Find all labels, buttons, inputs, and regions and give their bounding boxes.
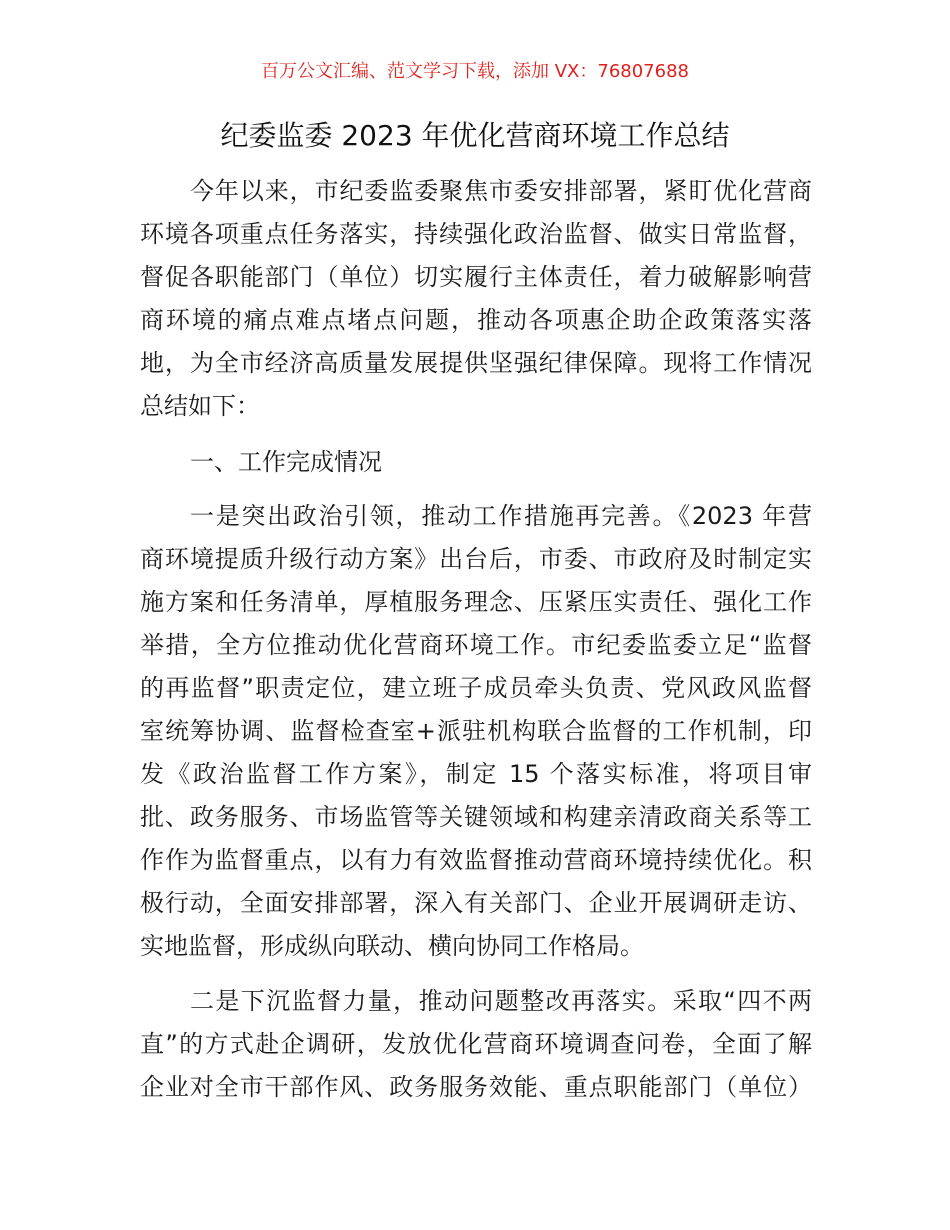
- text-line: 室统筹协调、监督检查室+派驻机构联合监督的工作机制，印: [140, 717, 812, 745]
- text-line: 督促各职能部门（单位）切实履行主体责任，着力破解影响营: [140, 263, 812, 291]
- text-line: 施方案和任务清单，厚植服务理念、压紧压实责任、强化工作: [140, 588, 812, 616]
- section-heading: 一、工作完成情况: [190, 448, 382, 476]
- paragraph-two: [140, 980, 812, 1109]
- paragraph-intro: [140, 170, 812, 428]
- text-line: 企业对全市干部作风、政务服务效能、重点职能部门（单位）: [140, 1073, 812, 1101]
- text-line: 地，为全市经济高质量发展提供坚强纪律保障。现将工作情况: [140, 349, 812, 377]
- document-title: 纪委监委 2023 年优化营商环境工作总结: [220, 119, 730, 152]
- text-line: 实地监督，形成纵向联动、横向协同工作格局。: [140, 932, 644, 960]
- text-line: 商环境提质升级行动方案》出台后，市委、市政府及时制定实: [140, 545, 812, 573]
- text-line: 总结如下：: [140, 392, 260, 420]
- text-line: 商环境的痛点难点堵点问题，推动各项惠企助企政策落实落: [140, 306, 812, 334]
- text-line: 举措，全方位推动优化营商环境工作。市纪委监委立足“监督: [140, 631, 812, 659]
- text-line: 批、政务服务、市场监管等关键领域和构建亲清政商关系等工: [140, 803, 812, 831]
- paragraph-one: [140, 495, 812, 968]
- text-line: 一是突出政治引领，推动工作措施再完善。《2023 年营: [190, 502, 812, 530]
- text-line: 极行动，全面安排部署，深入有关部门、企业开展调研走访、: [140, 889, 812, 917]
- text-line: 环境各项重点任务落实，持续强化政治监督、做实日常监督，: [140, 220, 812, 248]
- watermark-banner: 百万公文汇编、范文学习下载，添加 VX：76807688: [261, 61, 689, 82]
- text-line: 直”的方式赴企调研，发放优化营商环境调查问卷，全面了解: [140, 1030, 812, 1058]
- text-line: 今年以来，市纪委监委聚焦市委安排部署，紧盯优化营商: [190, 177, 812, 205]
- text-line: 发《政治监督工作方案》，制定 15 个落实标准，将项目审: [140, 760, 812, 788]
- text-line: 二是下沉监督力量，推动问题整改再落实。采取“四不两: [190, 987, 812, 1015]
- text-line: 作作为监督重点，以有力有效监督推动营商环境持续优化。积: [140, 846, 812, 874]
- text-line: 的再监督”职责定位，建立班子成员牵头负责、党风政风监督: [140, 674, 812, 702]
